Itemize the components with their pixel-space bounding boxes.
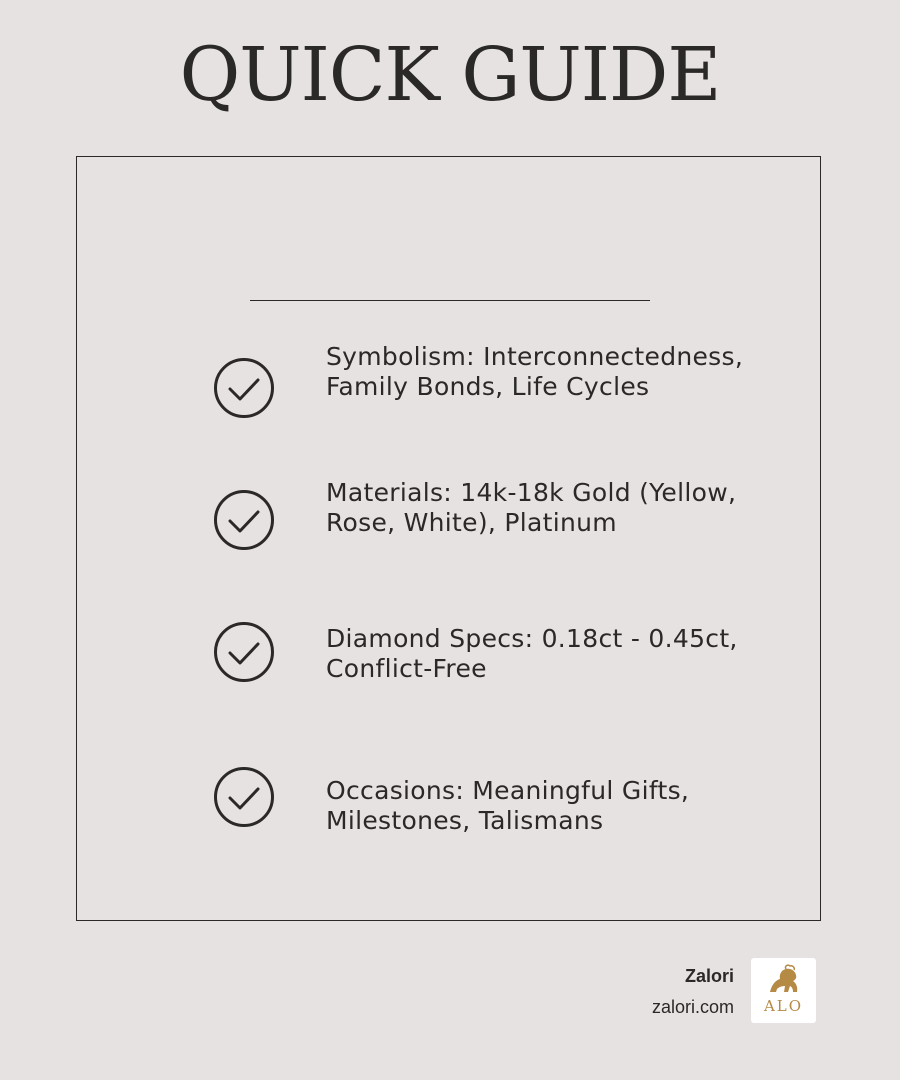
guide-item-materials [213, 478, 773, 578]
guide-item-occasions [213, 776, 773, 876]
check-circle-icon [213, 766, 275, 828]
check-circle-icon [213, 489, 275, 551]
check-circle-icon [213, 357, 275, 419]
guide-item-text: Materials: 14k-18k Gold (Yellow, Rose, White), Platinum [326, 478, 737, 537]
guide-item-text: Symbolism: Interconnectedness, Family Bonds, Life Cycles [326, 342, 744, 401]
brand-logo-text: ALO [763, 997, 804, 1015]
divider [250, 300, 650, 301]
brand-url[interactable]: zalori.com [651, 997, 734, 1017]
guide-item-diamond-specs [213, 624, 773, 724]
brand-logo [751, 958, 816, 1023]
brand-name: Zalori [684, 966, 734, 986]
page-title: QUICK GUIDE [179, 32, 721, 118]
guide-item-text: Occasions: Meaningful Gifts, Milestones, Talismans [326, 776, 690, 835]
guide-item-text: Diamond Specs: 0.18ct - 0.45ct, Conflict-Free [326, 624, 738, 683]
quick-guide-panel [76, 156, 821, 921]
check-circle-icon [213, 621, 275, 683]
brand-block [652, 962, 734, 1024]
guide-item-symbolism [213, 342, 773, 442]
